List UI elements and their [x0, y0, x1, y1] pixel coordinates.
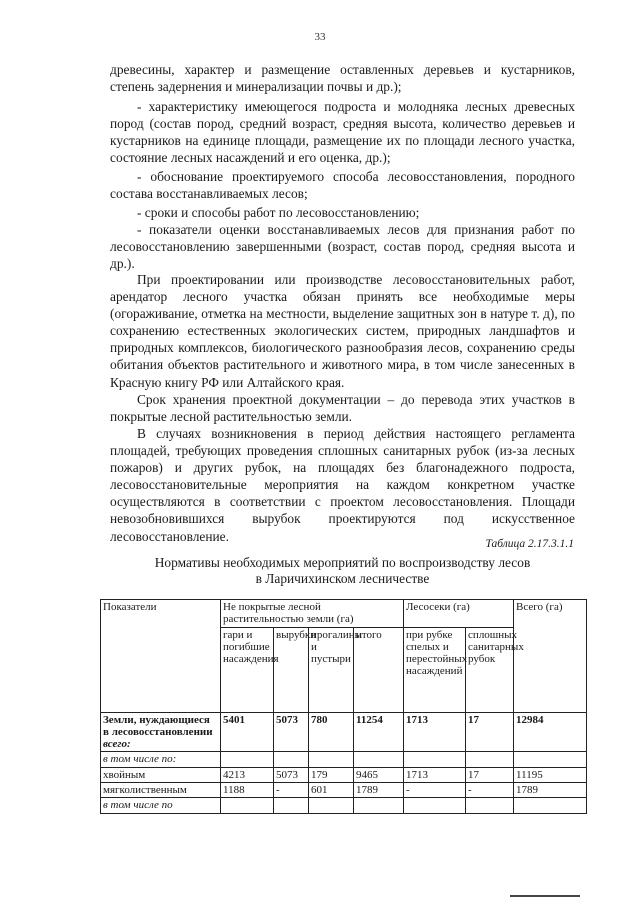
- table-row: [101, 798, 587, 813]
- table-cell: [466, 798, 514, 813]
- table-cell: [274, 798, 309, 813]
- row-label: мягколиственным: [101, 783, 221, 798]
- table-cell: [404, 798, 466, 813]
- subheader-glades: прогалины и пустыри: [309, 627, 354, 712]
- table-cell: 17: [466, 712, 514, 752]
- footer-rule: [510, 895, 580, 897]
- table-cell: 12984: [514, 712, 587, 752]
- table-cell: [221, 798, 274, 813]
- row-label-sub: всего:: [103, 738, 131, 751]
- table-cell: 5073: [274, 712, 309, 752]
- row-label: хвойным: [101, 767, 221, 782]
- table-header-row-1: [101, 600, 587, 628]
- table-cell: -: [404, 783, 466, 798]
- subheader-sum: итого: [354, 627, 404, 712]
- table-cell: 4213: [221, 767, 274, 782]
- table-cell: 17: [466, 767, 514, 782]
- paragraph-2: - характеристику имеющегося подроста и молодняка лесных древесных пород (состав пород, средний возраст, средняя высота, количество деревьев и кустарников на единице площади, размещение их по площади лесного участка, состояние лесных насаждений и его оценка, др.);: [110, 99, 575, 166]
- table-cell: 9465: [354, 767, 404, 782]
- paragraph-8: В случаях возникновения в период действия настоящего регламента площадей, требующих проведения сплошных санитарных рубок (из-за лесных пожаров) и других рубок, на площадях без благонадежного подроста, лесовосстановительные мероприятия на каждом конкретном участке осуществляются в соответствии с проектом лесовосстановления. Площади невозобновившихся вырубок проектируются под искусственное лесовосстановление.: [110, 426, 575, 544]
- paragraph-6: При проектировании или производстве лесовосстановительных работ, арендатор лесного участка обязан принять все необходимые меры (огораживание, отметка на местности, выделение защитных зон в натуре т. д), по сохранению естественных экологических систем, природных ландшафтов и природных комплексов, биологического разнообразия лесов, сохранению среды обитания объектов растительного и животного мира, в том числе занесенных в Красную книгу РФ или Алтайского края.: [110, 272, 575, 390]
- table-cell: -: [274, 783, 309, 798]
- table-cell: 780: [309, 712, 354, 752]
- paragraph-4: - сроки и способы работ по лесовосстановлению;: [137, 205, 420, 220]
- table-row: [101, 712, 587, 752]
- table-cell: 11195: [514, 767, 587, 782]
- table-cell: 1713: [404, 712, 466, 752]
- table-cell: -: [466, 783, 514, 798]
- header-indicators: Показатели: [101, 600, 221, 713]
- subheader-clearings: вырубки: [274, 627, 309, 712]
- table-cell: 179: [309, 767, 354, 782]
- subheader-sanitary: сплошных санитарных рубок: [466, 627, 514, 712]
- paragraph-7: Срок хранения проектной документации – до перевода этих участков в покрытые лесной растительностью земли.: [110, 392, 575, 425]
- table-row: [101, 767, 587, 782]
- table-cell: 601: [309, 783, 354, 798]
- table-cell: [404, 752, 466, 767]
- header-cutting-areas: Лесосеки (га): [404, 600, 514, 628]
- table-caption: Таблица 2.17.3.1.1: [485, 538, 574, 550]
- row-label: [101, 712, 221, 752]
- table-title-line-2: в Ларичихинском лесничестве: [255, 571, 430, 586]
- table-cell: [354, 798, 404, 813]
- table-cell: [466, 752, 514, 767]
- header-total: Всего (га): [514, 600, 587, 713]
- table-cell: [514, 798, 587, 813]
- table-cell: 5073: [274, 767, 309, 782]
- row-label-main: Земли, нуждающиеся в лесовосстановлении: [103, 713, 213, 738]
- row-label: в том числе по: [101, 798, 221, 813]
- header-not-covered: Не покрытые лесной растительностью земли (га): [221, 600, 404, 628]
- table-cell: 1789: [354, 783, 404, 798]
- paragraph-5: - показатели оценки восстанавливаемых лесов для признания работ по лесовосстановлению завершенными (возраст, состав пород, средняя высота и др.).: [110, 222, 575, 272]
- table-cell: 5401: [221, 712, 274, 752]
- table-row: [101, 752, 587, 767]
- table-cell: [309, 752, 354, 767]
- table-cell: [514, 752, 587, 767]
- subheader-final-felling: при рубке спелых и перестойных насаждений: [404, 627, 466, 712]
- row-label: в том числе по:: [101, 752, 221, 767]
- table-cell: 11254: [354, 712, 404, 752]
- page-number: 33: [314, 31, 326, 43]
- table-cell: 1188: [221, 783, 274, 798]
- table-title: [110, 555, 575, 587]
- table-cell: [221, 752, 274, 767]
- subheader-burnt: гари и погибшие насаждения: [221, 627, 274, 712]
- table-cell: [309, 798, 354, 813]
- table-title-line-1: Нормативы необходимых мероприятий по воспроизводству лесов: [154, 555, 531, 570]
- norms-table: [100, 599, 587, 814]
- table-cell: 1789: [514, 783, 587, 798]
- table-row: [101, 783, 587, 798]
- paragraph-1: древесины, характер и размещение оставленных деревьев и кустарников, степень задернения и минерализации почвы и др.);: [110, 62, 575, 95]
- paragraph-3: - обоснование проектируемого способа лесовосстановления, породного состава восстанавливаемых лесов;: [110, 169, 575, 202]
- table-cell: [274, 752, 309, 767]
- table-cell: [354, 752, 404, 767]
- table-cell: 1713: [404, 767, 466, 782]
